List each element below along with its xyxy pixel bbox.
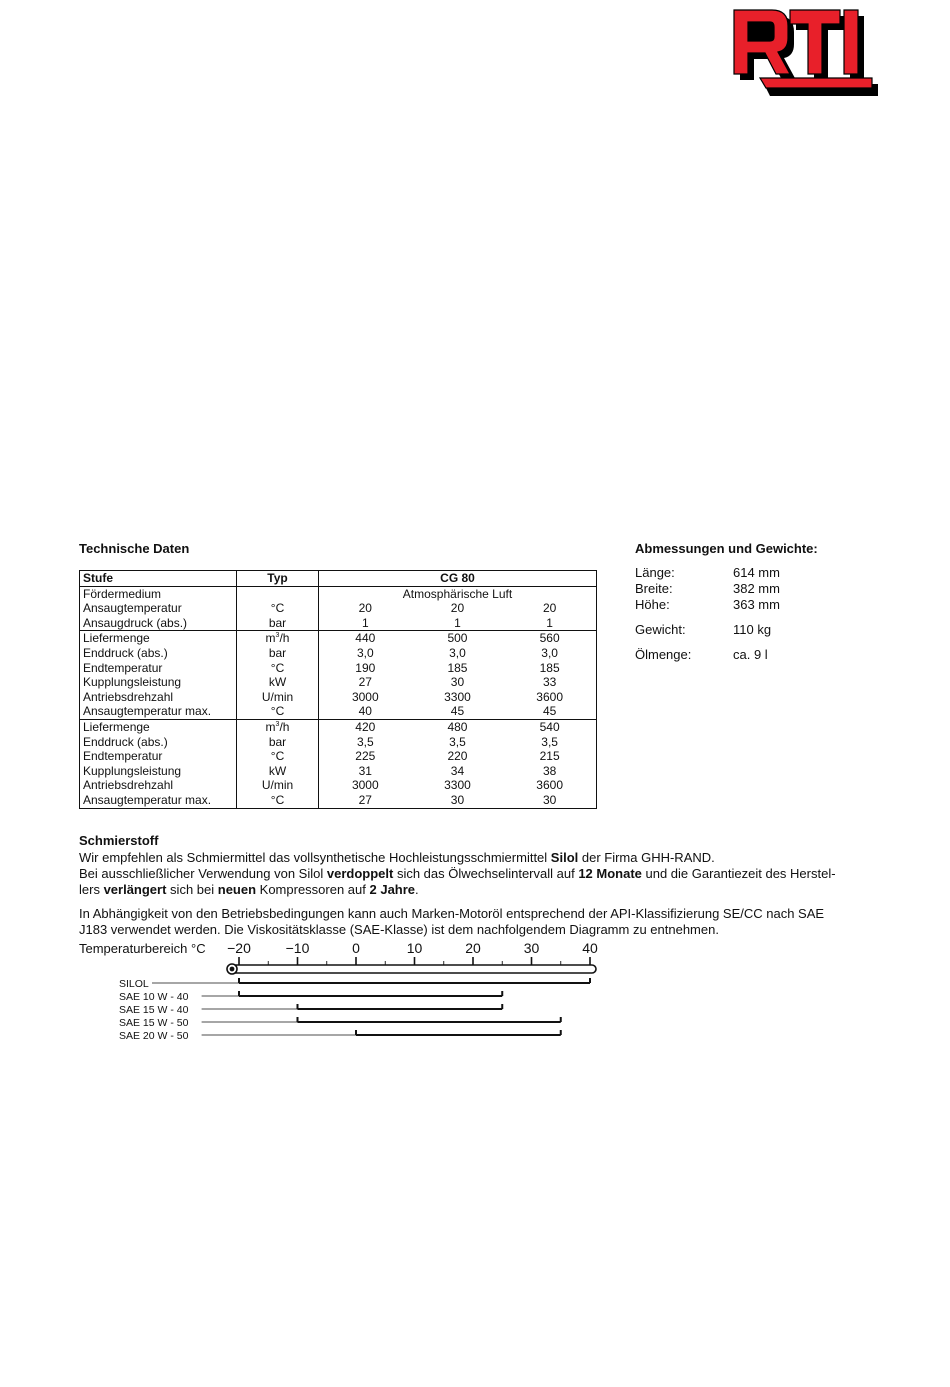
label-cell: Ansaugtemperatur: [83, 601, 182, 616]
dimension-label: Ölmenge:: [635, 647, 692, 662]
viscosity-diagram: [79, 940, 619, 1050]
unit-cell: U/min: [237, 690, 319, 705]
bold-text: neuen: [217, 882, 257, 897]
table-row: [80, 631, 597, 646]
dimension-item: [635, 597, 780, 612]
unit-cell: °C: [237, 749, 319, 764]
header-stufe: Stufe: [80, 571, 237, 587]
table-row: [80, 735, 597, 750]
label-cell: Kupplungsleistung: [83, 675, 182, 690]
lubricant-line: [79, 866, 879, 882]
value-cell: 3,5: [541, 734, 558, 749]
unit-cell: °C: [237, 793, 319, 808]
dimension-value: 614 mm: [733, 565, 780, 580]
dimension-value: 110 kg: [733, 622, 772, 637]
value-cell: 1: [454, 615, 461, 630]
bold-text: Silol: [550, 850, 579, 865]
unit-cell: kW: [237, 764, 319, 779]
value-cell: 1: [319, 616, 412, 631]
series-label: SAE 15 W - 50: [119, 1017, 189, 1029]
label-cell: Enddruck (abs.): [83, 734, 168, 749]
tick-label: 0: [352, 940, 360, 956]
thermometer-bulb-core: [230, 967, 235, 972]
value-cell: 3,0: [541, 645, 558, 660]
lubricant-line: [79, 850, 879, 866]
label-cell: Liefermenge: [80, 719, 237, 734]
text-segment: Kompressoren auf: [256, 882, 370, 897]
rti-logo: [732, 8, 880, 110]
value-cell: 30: [542, 792, 557, 807]
label-cell: Kupplungsleistung: [83, 763, 182, 778]
dimension-item: [635, 622, 772, 637]
unit-cell: bar: [237, 735, 319, 750]
value-cell: 220: [447, 749, 468, 764]
unit-cell: kW: [237, 675, 319, 690]
table-row: [80, 646, 597, 661]
value-cell: 3300: [444, 689, 471, 704]
lubricant-line: [79, 882, 879, 898]
bold-text: 2 Jahre: [369, 882, 416, 897]
value-cell: 500: [412, 631, 504, 646]
dimension-value: ca. 9 l: [733, 647, 768, 662]
dimension-item: [635, 581, 780, 596]
table-row: [80, 778, 597, 793]
value-cell: 3600: [536, 689, 563, 704]
table-row: [80, 586, 597, 601]
dimension-item: [635, 647, 768, 662]
value-cell: 34: [450, 763, 465, 778]
label-cell: Ansaugtemperatur max.: [83, 792, 212, 807]
value-cell: 440: [319, 631, 412, 646]
dimension-label: Länge:: [635, 565, 675, 580]
label-cell: Ansaugdruck (abs.): [83, 615, 188, 630]
lubricant-paragraph: [79, 850, 879, 898]
value-cell: 225: [319, 749, 412, 764]
value-cell: 45: [542, 704, 557, 719]
table-row: [80, 616, 597, 631]
unit-cell: U/min: [237, 778, 319, 793]
value-cell: 185: [447, 660, 468, 675]
technical-data-table: [79, 570, 597, 809]
dimension-value: 382 mm: [733, 581, 780, 596]
value-cell: 480: [412, 719, 504, 734]
value-cell: 185: [539, 660, 560, 675]
tick-label: −10: [285, 940, 310, 956]
value-cell: 30: [450, 792, 465, 807]
dimensions-title: Abmessungen und Gewichte:: [635, 541, 818, 556]
tick-label: 30: [523, 940, 540, 956]
bold-text: verdoppelt: [326, 866, 394, 881]
dimension-label: Höhe:: [635, 597, 670, 612]
text-segment: Bei ausschließlicher Verwendung von Silol: [79, 866, 327, 881]
value-cell: 45: [450, 704, 465, 719]
value-cell: 20: [450, 601, 465, 616]
value-cell: 420: [319, 719, 412, 734]
dimension-item: [635, 565, 780, 580]
label-cell: Fördermedium: [83, 586, 162, 601]
unit-cell: $m^3/h$: [237, 719, 319, 734]
value-cell: 20: [319, 601, 412, 616]
label-cell: Antriebsdrehzahl: [83, 689, 174, 704]
label-cell: Endtemperatur: [83, 749, 163, 764]
value-cell: 31: [319, 764, 412, 779]
value-cell: 3000: [319, 690, 412, 705]
table-header-row: [80, 571, 597, 587]
label-cell: Antriebsdrehzahl: [83, 778, 174, 793]
series-label: SAE 10 W - 40: [119, 991, 189, 1003]
value-cell: 3600: [536, 778, 563, 793]
table-row: [80, 690, 597, 705]
thermometer-tube: [231, 965, 596, 973]
text-segment: sich das Ölwechselintervall auf: [393, 866, 579, 881]
value-cell: 540: [503, 719, 596, 734]
value-cell: 30: [450, 675, 465, 690]
value-cell: 3,5: [319, 735, 412, 750]
lubricant-title: Schmierstoff: [79, 833, 159, 848]
text-segment: und die Garantiezeit des Herstel-: [641, 866, 836, 881]
dimension-label: Breite:: [635, 581, 673, 596]
table-row: [80, 764, 597, 779]
unit-cell: °C: [237, 704, 319, 719]
unit-cell: $m^3/h$: [237, 631, 319, 646]
tick-label: 40: [582, 940, 598, 956]
value-cell: 33: [542, 675, 557, 690]
unit-cell: °C: [237, 661, 319, 676]
text-segment: der Firma GHH-RAND.: [578, 850, 715, 865]
axis-label: Temperaturbereich °C: [79, 941, 206, 956]
unit-cell: bar: [237, 646, 319, 661]
text-segment: lers: [79, 882, 104, 897]
value-cell: 3,0: [449, 645, 466, 660]
table-row: [80, 719, 597, 734]
label-cell: Endtemperatur: [83, 660, 163, 675]
value-cell: 20: [542, 601, 557, 616]
text-segment: .: [415, 882, 419, 897]
bold-text: verlängert: [103, 882, 167, 897]
unit-cell: °C: [237, 601, 319, 616]
bold-text: 12 Monate: [578, 866, 642, 881]
api-paragraph: [79, 906, 879, 938]
value-cell: 3,0: [319, 646, 412, 661]
text-segment: Wir empfehlen als Schmiermittel das vollsynthetische Hochleistungsschmiermittel: [79, 850, 551, 865]
table-row: [80, 793, 597, 808]
dimension-label: Gewicht:: [635, 622, 686, 637]
api-line: J183 verwendet werden. Die Viskositätsklasse (SAE-Klasse) ist dem nachfolgendem Diagramm zu entnehmen.: [79, 922, 719, 937]
series-label: SAE 20 W - 50: [119, 1030, 189, 1042]
api-line: In Abhängigkeit von den Betriebsbedingungen kann auch Marken-Motoröl entsprechend der API-Klassifizierung SE/CC nach SAE: [79, 906, 825, 921]
unit-cell: bar: [237, 616, 319, 631]
value-cell: 27: [319, 793, 412, 808]
value-cell: 40: [319, 704, 412, 719]
tick-label: 10: [406, 940, 423, 956]
table-row: [80, 704, 597, 719]
tick-label: 20: [465, 940, 481, 956]
series-label: SILOL: [119, 978, 149, 990]
text-segment: sich bei: [166, 882, 218, 897]
label-cell: Enddruck (abs.): [83, 645, 168, 660]
value-cell: 190: [319, 661, 412, 676]
dimensions-list: [635, 563, 885, 673]
label-cell: Liefermenge: [80, 631, 237, 646]
unit-cell: [237, 586, 319, 601]
value-cell: 215: [539, 749, 560, 764]
header-typ: Typ: [237, 571, 319, 587]
table-row: [80, 601, 597, 616]
series-label: SAE 15 W - 40: [119, 1004, 189, 1016]
value-cell: 3,5: [449, 734, 466, 749]
value-cell: 3300: [444, 778, 471, 793]
technical-title: Technische Daten: [79, 541, 190, 556]
header-model: CG 80: [319, 571, 597, 587]
label-cell: Ansaugtemperatur max.: [83, 704, 212, 719]
value-cell: 1: [546, 615, 553, 630]
table-row: [80, 749, 597, 764]
value-cell: 27: [319, 675, 412, 690]
tick-label: −20: [227, 940, 251, 956]
value-cell: 38: [542, 763, 557, 778]
value-cell: 560: [503, 631, 596, 646]
table-row: [80, 661, 597, 676]
value-cell: 3000: [319, 778, 412, 793]
dimension-value: 363 mm: [733, 597, 780, 612]
table-row: [80, 675, 597, 690]
value-cell: Atmosphärische Luft: [319, 586, 597, 601]
